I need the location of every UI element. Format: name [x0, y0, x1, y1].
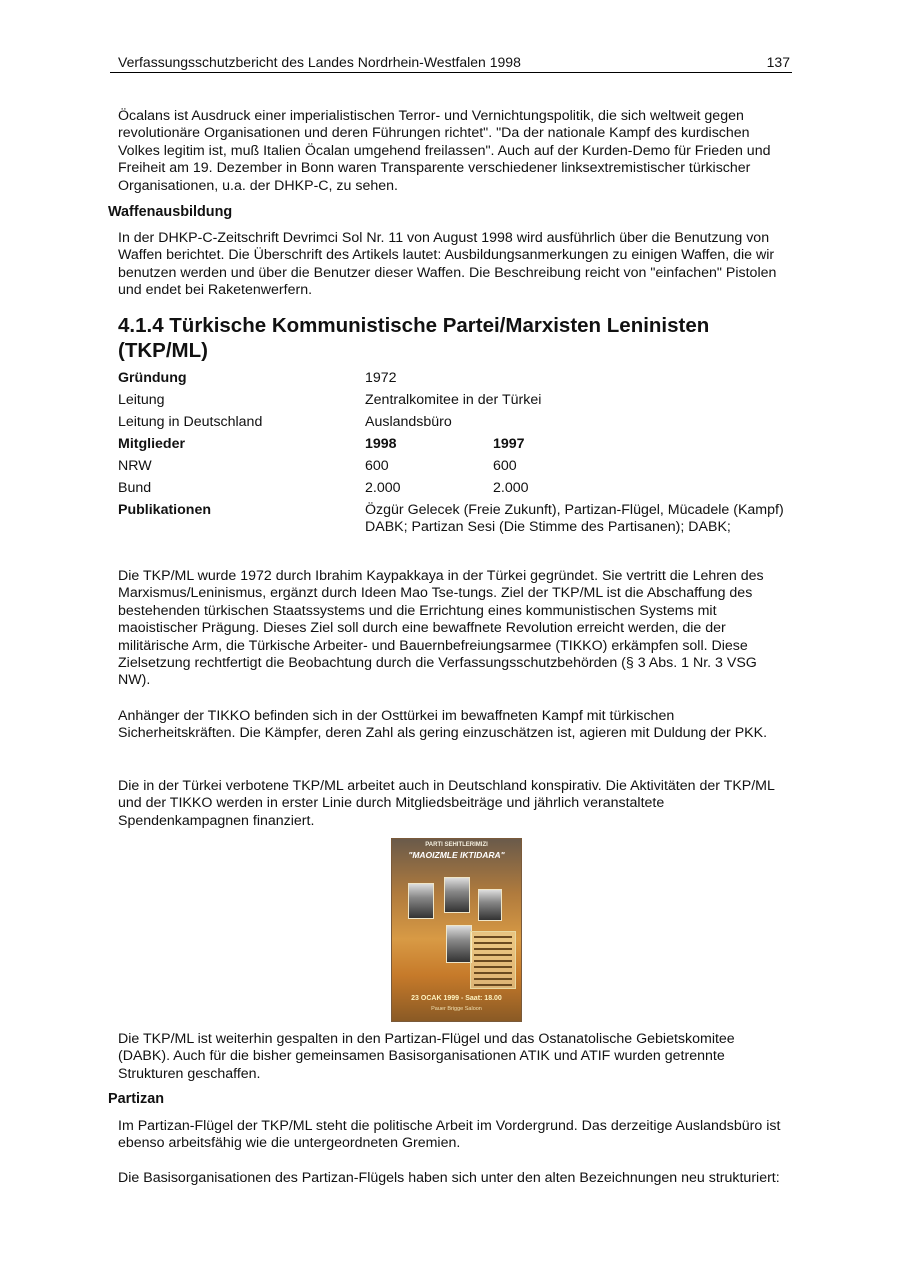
- partizan-paragraph-1: Im Partizan-Flügel der TKP/ML steht die politische Arbeit im Vordergrund. Das derzeitige Auslandsbüro ist ebenso arbeitsfähig wie die untergeordneten Gremien.: [118, 1118, 781, 1152]
- fact-label: Bund: [118, 480, 152, 496]
- fact-row-bund: [118, 480, 798, 500]
- portrait-photo: [446, 925, 472, 963]
- fact-value: 1972: [365, 370, 397, 386]
- section-title: 4.1.4 Türkische Kommunistische Partei/Marxisten Leninisten (TKP/ML): [118, 314, 710, 362]
- portrait-photo: [408, 883, 434, 919]
- fact-label: Mitglieder: [118, 436, 186, 452]
- fact-value: Zentralkomitee in der Türkei: [365, 392, 542, 408]
- fact-row-nrw: [118, 458, 798, 478]
- partizan-paragraph-2: Die Basisorganisationen des Partizan-Flügels haben sich unter den alten Bezeichnungen neu strukturiert:: [118, 1170, 780, 1186]
- fact-label: Gründung: [118, 370, 187, 386]
- intro-paragraph: Öcalans ist Ausdruck einer imperialistischen Terror- und Vernichtungspolitik, die sich weltweit gegen revolutionäre Organisationen und deren Führungen richtet". "Da der nationale Kampf des kurdischen Volkes legitim ist, muß Italien Öcalan umgehend freilassen". Auch auf der Kurden-Demo für Frieden und Freiheit am 19. Dezember in Bonn waren Transparente verschiedener linksextremistischer türkischer Organisationen, u.a. der DHKP-C, zu sehen.: [118, 108, 771, 194]
- header-title: Verfassungsschutzbericht des Landes Nordrhein-Westfalen 1998: [118, 54, 521, 70]
- publikationen-value: Özgür Gelecek (Freie Zukunft), Partizan-Flügel, Mücadele (Kampf) DABK; Partizan Sesi (Die Stimme des Partisanen); DABK;: [365, 502, 784, 536]
- year-1997: 1997: [493, 436, 525, 452]
- page-header: [110, 52, 792, 73]
- tkp-paragraph-1: Die TKP/ML wurde 1972 durch Ibrahim Kaypakkaya in der Türkei gegründet. Sie vertritt die Lehren des Marxismus/Leninismus, ergänzt durch Ideen Mao Tse-tungs. Ziel der TKP/ML ist die Abschaffung des bestehenden türkischen Staatssystems und die Errichtung eines kommunistischen Systems mit maoistischer Prägung. Dieses Ziel soll durch eine bewaffnete Revolution erreicht werden, die der militärische Arm, die Türkische Arbeiter- und Bauernbefreiungsarmee (TIKKO) erkämpfen soll. Diese Zielsetzung rechtfertigt die Beobachtung durch die Verfassungsschutzbehörden (§ 3 Abs. 1 Nr. 3 VSG NW).: [118, 568, 764, 689]
- fact-value: 600: [365, 458, 389, 474]
- waffen-paragraph: In der DHKP-C-Zeitschrift Devrimci Sol Nr. 11 von August 1998 wird ausführlich über die Benutzung von Waffen berichtet. Die Überschrift des Artikels lautet: Ausbildungsanmerkungen zu einigen Waffen, die wir benutzen werden und über die Benutzer dieser Waffen. Die Beschreibung reicht von "einfachen" Pistolen und endet bei Raketenwerfern.: [118, 230, 777, 299]
- fact-row-leitung: [118, 392, 798, 412]
- fact-value: Auslandsbüro: [365, 414, 452, 430]
- fact-value: 2.000: [365, 480, 401, 496]
- poster-line-1: PARTI SEHITLERIMIZI: [425, 842, 488, 848]
- poster-line-2: "MAOIZMLE IKTIDARA": [408, 850, 505, 860]
- fact-value: 2.000: [493, 480, 529, 496]
- fact-label: NRW: [118, 458, 152, 474]
- fact-row-leitung-de: [118, 414, 798, 434]
- fact-value: 600: [493, 458, 517, 474]
- poster-program-box: [470, 931, 516, 989]
- poster-image: [391, 838, 522, 1022]
- fact-label: Leitung: [118, 392, 165, 408]
- split-paragraph: Die TKP/ML ist weiterhin gespalten in den Partizan-Flügel und das Ostanatolische Gebietskomitee (DABK). Auch für die bisher gemeinsamen Basisorganisationen ATIK und ATIF wurden getrennte Strukturen geschaffen.: [118, 1031, 735, 1082]
- page-number: 137: [766, 54, 790, 70]
- poster-bottom-line: Pauer Brigge Saloon: [431, 1006, 482, 1012]
- year-1998: 1998: [365, 436, 397, 452]
- fact-label: Leitung in Deutschland: [118, 414, 263, 430]
- tkp-paragraph-3: Die in der Türkei verbotene TKP/ML arbeitet auch in Deutschland konspirativ. Die Aktivitäten der TKP/ML und der TIKKO werden in erster Linie durch Mitgliedsbeiträge und jährlich veranstaltete Spendenkampagnen finanziert.: [118, 778, 775, 829]
- fact-row-mitglieder: [118, 436, 798, 456]
- subheading-waffenausbildung: Waffenausbildung: [108, 204, 233, 220]
- tkp-paragraph-2: Anhänger der TIKKO befinden sich in der Osttürkei im bewaffneten Kampf mit türkischen Sicherheitskräften. Die Kämpfer, deren Zahl als gering einzuschätzen ist, agieren mit Duldung der PKK.: [118, 708, 768, 742]
- portrait-photo: [478, 889, 502, 921]
- fact-row-gruendung: [118, 370, 798, 390]
- subheading-partizan: Partizan: [108, 1091, 164, 1107]
- fact-label: Publikationen: [118, 502, 212, 518]
- poster-date-line: 23 OCAK 1999 - Saat: 18.00: [411, 995, 502, 1002]
- portrait-photo: [444, 877, 470, 913]
